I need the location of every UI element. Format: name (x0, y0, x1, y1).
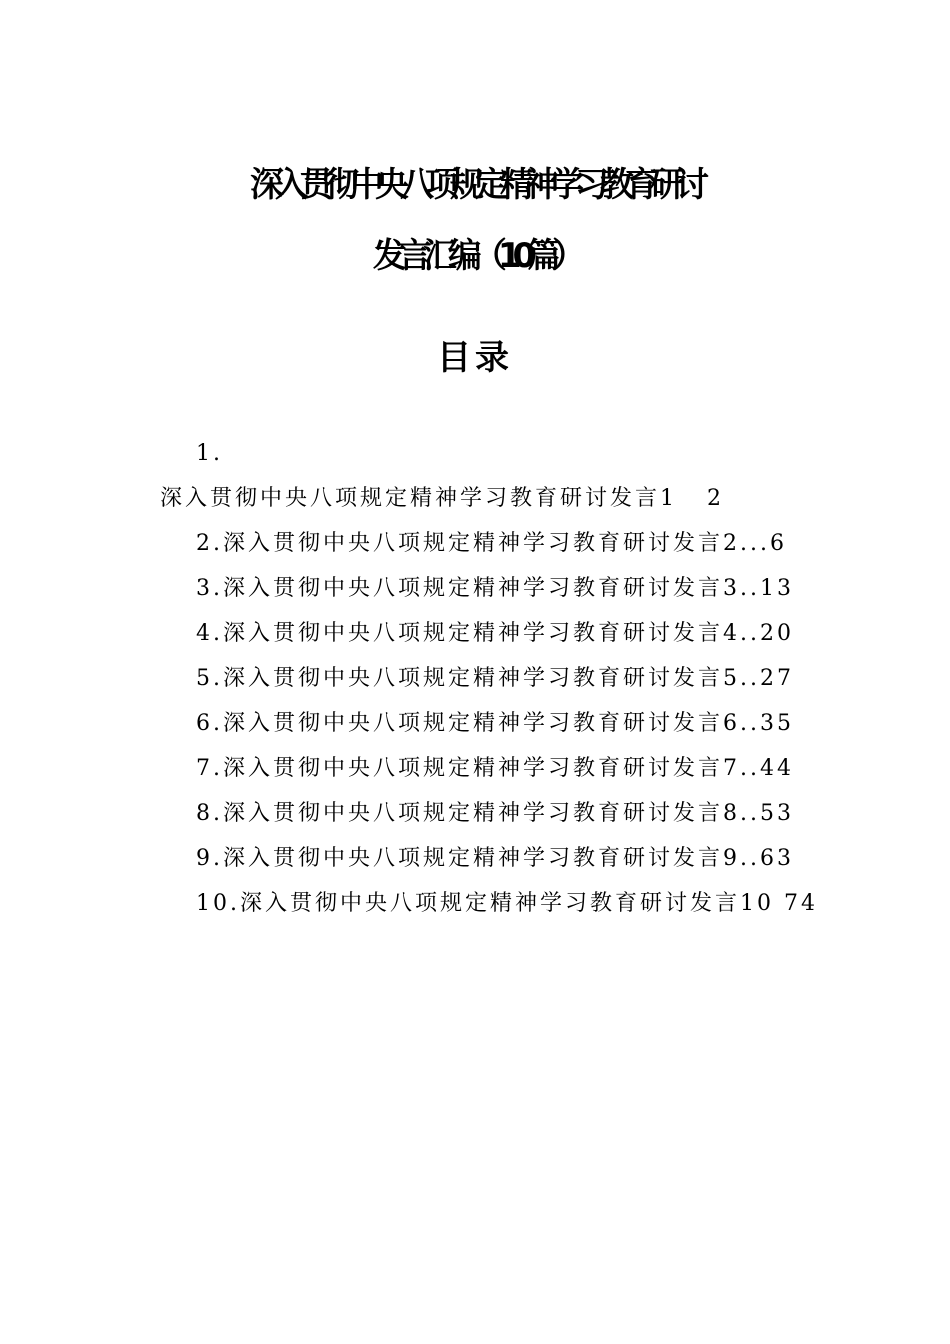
document-title-line-1: 深入贯彻中央八项规定精神学习教育研讨 (250, 165, 700, 205)
toc-entry-1-page: 2 (707, 486, 722, 511)
toc-entry-4[interactable]: 4.深入贯彻中央八项规定精神学习教育研讨发言4..20 (196, 621, 794, 646)
toc-entry-7[interactable]: 7.深入贯彻中央八项规定精神学习教育研讨发言7..44 (196, 756, 794, 781)
toc-entry-6[interactable]: 6.深入贯彻中央八项规定精神学习教育研讨发言6..35 (196, 711, 794, 736)
toc-entry-1-number[interactable]: 1. (196, 441, 223, 466)
toc-entry-2[interactable]: 2.深入贯彻中央八项规定精神学习教育研讨发言2...6 (196, 531, 787, 556)
toc-entry-1-title: 深入贯彻中央八项规定精神学习教育研讨发言1 (160, 486, 677, 511)
toc-entry-10[interactable]: 10.深入贯彻中央八项规定精神学习教育研讨发言10 74 (196, 891, 818, 916)
toc-entry-8[interactable]: 8.深入贯彻中央八项规定精神学习教育研讨发言8..53 (196, 801, 794, 826)
toc-heading: 目录 (437, 338, 513, 378)
toc-entry-1[interactable] (160, 485, 722, 513)
document-title-line-2: 发言汇编（10篇） (372, 236, 578, 276)
toc-entry-3[interactable]: 3.深入贯彻中央八项规定精神学习教育研讨发言3..13 (196, 576, 794, 601)
toc-entry-9[interactable]: 9.深入贯彻中央八项规定精神学习教育研讨发言9..63 (196, 846, 794, 871)
toc-entry-5[interactable]: 5.深入贯彻中央八项规定精神学习教育研讨发言5..27 (196, 666, 794, 691)
